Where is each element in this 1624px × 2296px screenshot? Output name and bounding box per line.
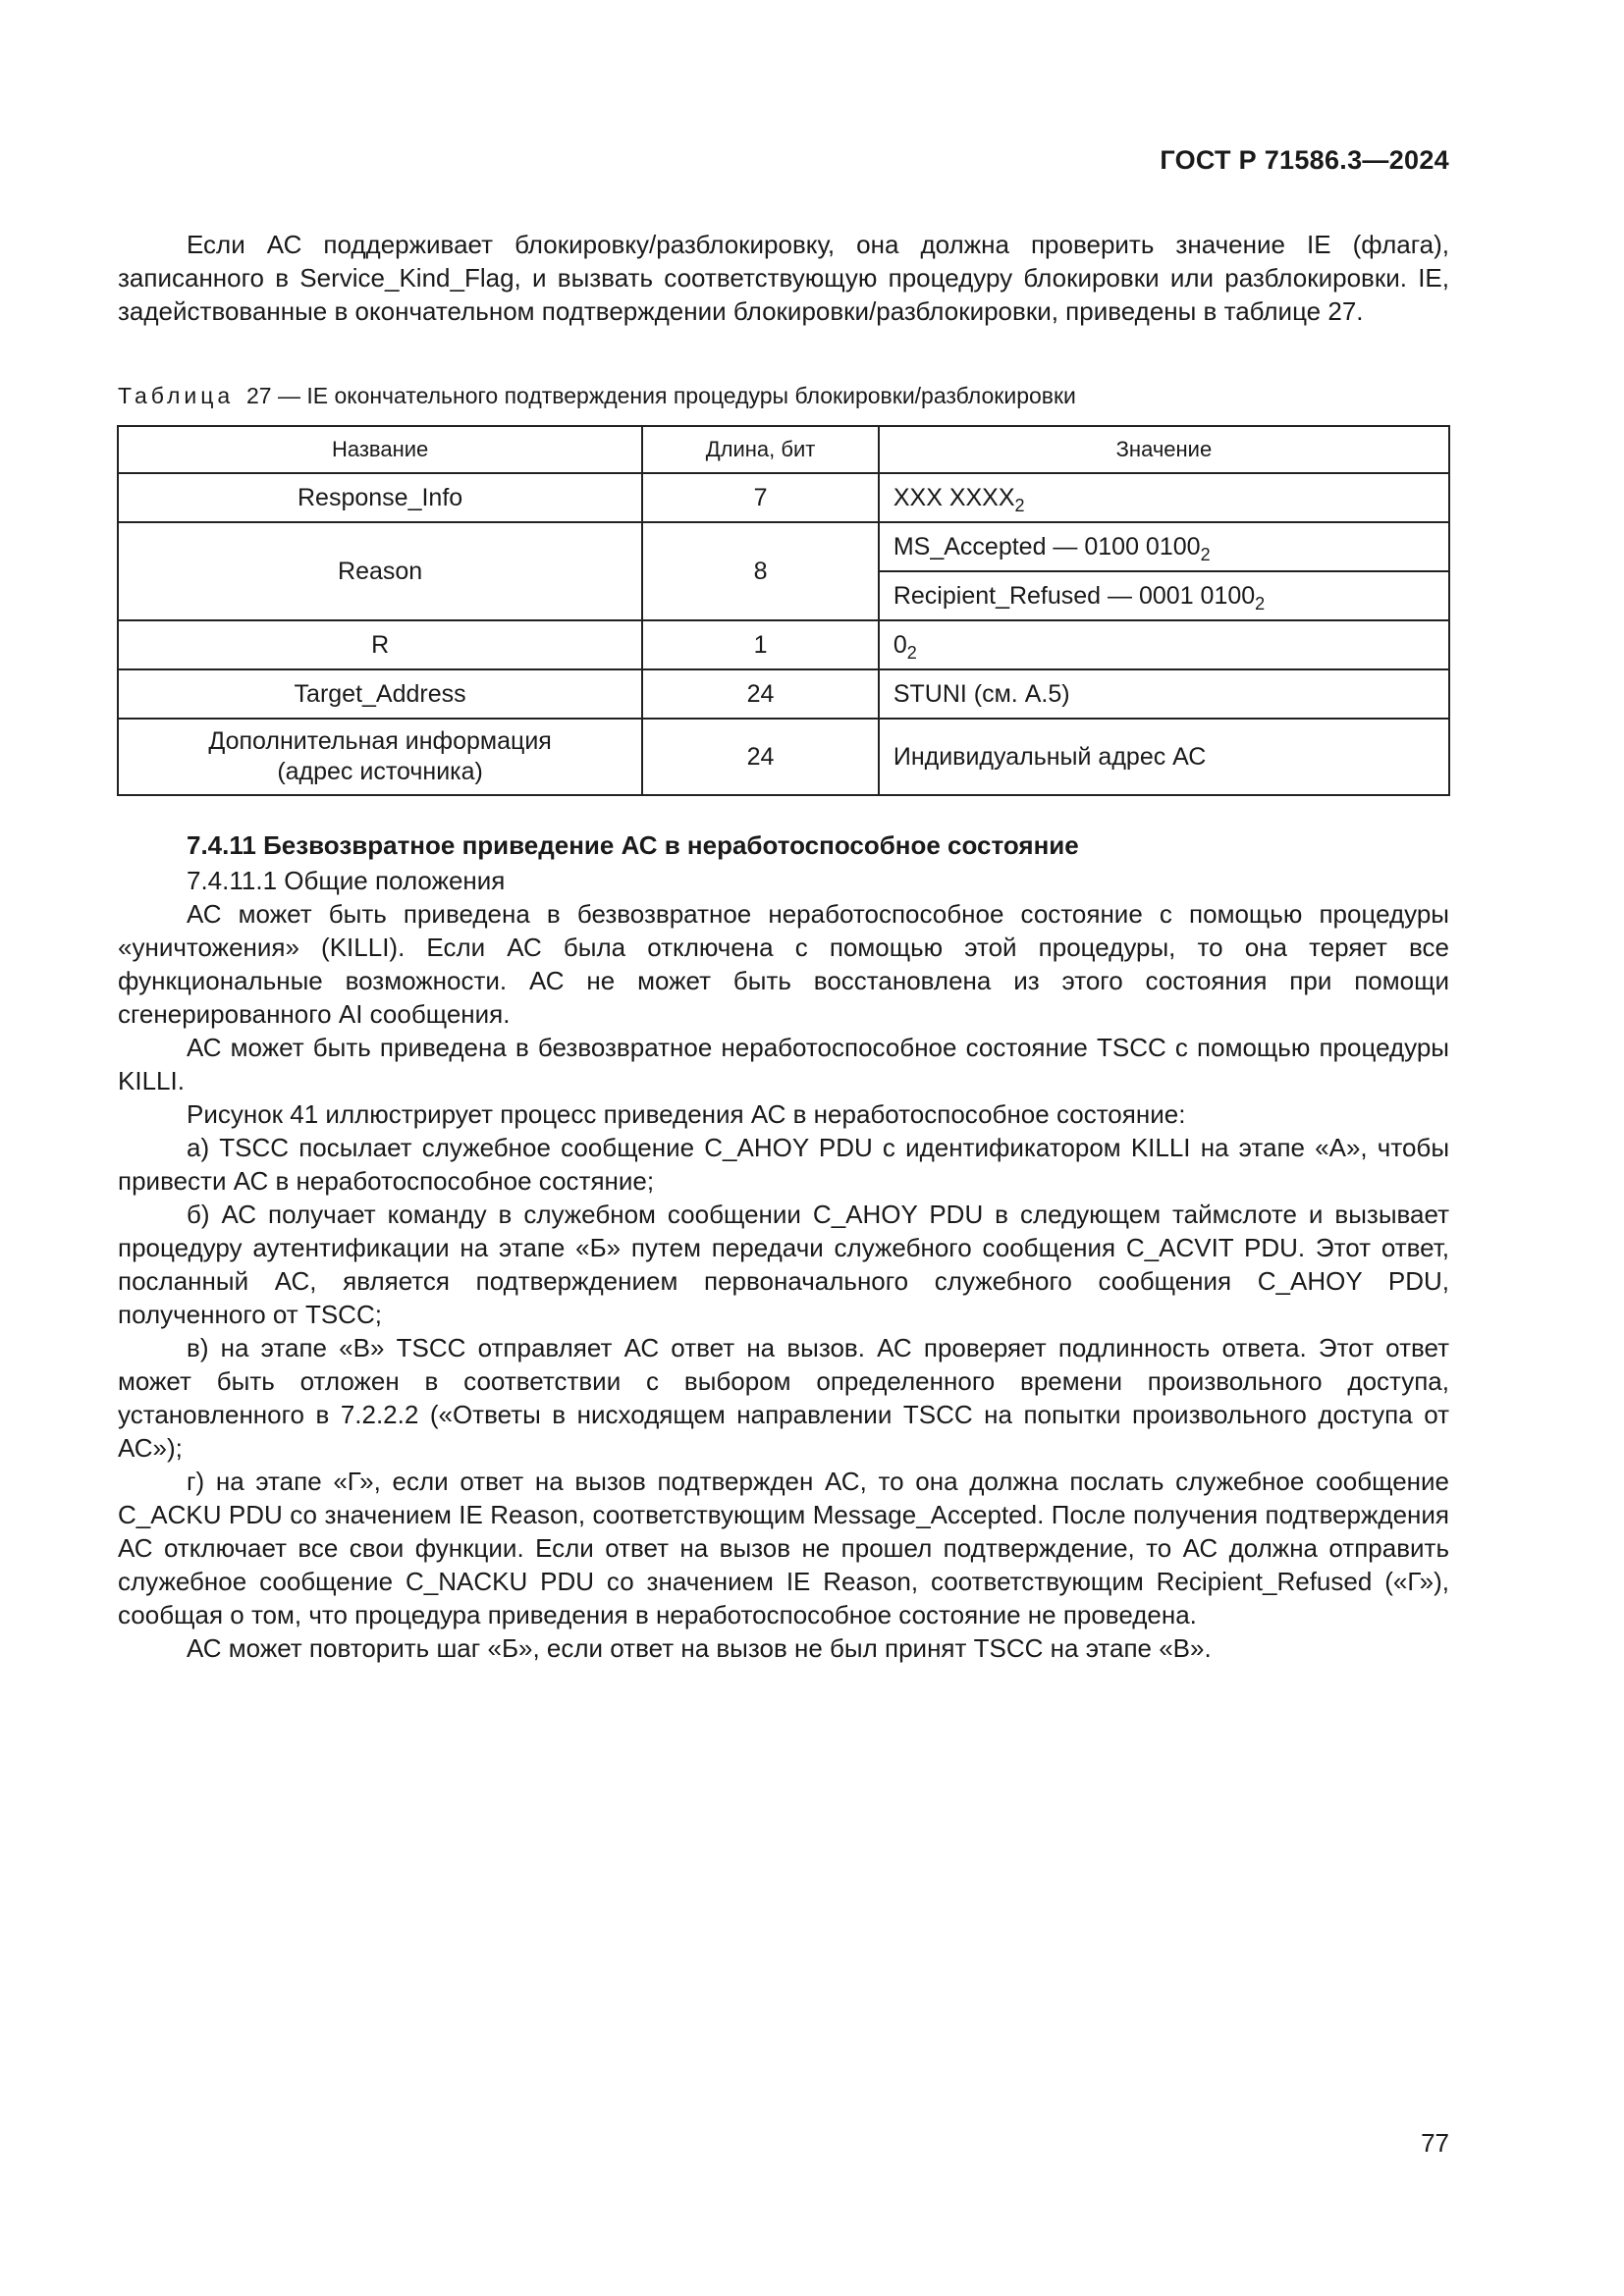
paragraph: Рисунок 41 иллюстрирует процесс приведения АС в неработоспособное состояние: (187, 1099, 1186, 1129)
section-heading: 7.4.11 Безвозвратное приведение АС в неработоспособное состояние (187, 830, 1079, 860)
col-header-name: Название (118, 426, 642, 473)
cell-value: Recipient_Refused — 0001 $0100_2$ (879, 571, 1449, 620)
list-item: а) TSCC посылает служебное сообщение C_AHOY PDU с идентификатором KILLI на этапе «А», чтобы привести АС в неработоспособное состяние; (118, 1133, 1449, 1196)
table-27 (117, 425, 1450, 796)
list-item: б) АС получает команду в служебном сообщении C_AHOY PDU в следующем таймслоте и вызывает процедуру аутентификации на этапе «Б» путем передачи служебного сообщения C_ACVIT PDU. Этот ответ, посланный АС, является подтверждением первоначального служебного сообщения C_AHOY PDU, полученного от TSCC; (118, 1200, 1449, 1329)
table-row (118, 522, 1449, 571)
cell-value: MS_Accepted — 0100 $0100_2$ (879, 522, 1449, 571)
table-row (118, 620, 1449, 669)
section-body (118, 864, 1449, 1665)
list-item: в) на этапе «В» TSCC отправляет АС ответ на вызов. АС проверяет подлинность ответа. Этот ответ может быть отложен в соответствии с выбором определенного времени произвольного доступа, установленного в 7.2.2.2 («Ответы в нисходящем направлении TSCC на попытки произвольного доступа от АС»); (118, 1333, 1449, 1463)
table-row (118, 473, 1449, 522)
cell-length: 1 (642, 620, 879, 669)
cell-name: Target_Address (118, 669, 642, 719)
cell-name: Дополнительная информация (адрес источника) (118, 719, 642, 795)
page-number: 77 (1421, 2128, 1449, 2158)
table-row (118, 719, 1449, 795)
col-header-length: Длина, бит (642, 426, 879, 473)
cell-value: Индивидуальный адрес АС (879, 719, 1449, 795)
cell-length: 24 (642, 669, 879, 719)
table-row (118, 669, 1449, 719)
table-caption (118, 383, 1076, 409)
paragraph: АС может повторить шаг «Б», если ответ на вызов не был принят TSCC на этапе «В». (187, 1633, 1212, 1663)
list-item: г) на этапе «Г», если ответ на вызов подтвержден АС, то она должна послать служебное сообщение C_ACKU PDU со значением IE Reason, соответствующим Message_Accepted. После получения подтверждения АС отключает все свои функции. Если ответ на вызов не прошел подтверждение, то АС должна отправить служебное сообщение C_NACKU PDU со значением IE Reason, соответствующим Recipient_Refused («Г»), сообщая о том, что процедура приведения в неработоспособное состояние не проведена. (118, 1467, 1449, 1629)
cell-value: XXX $XXXX_2$ (879, 473, 1449, 522)
cell-name: R (118, 620, 642, 669)
cell-value: STUNI (см. А.5) (879, 669, 1449, 719)
standard-header: ГОСТ Р 71586.3—2024 (1160, 145, 1449, 175)
cell-length: 24 (642, 719, 879, 795)
cell-length: 7 (642, 473, 879, 522)
paragraph: АС может быть приведена в безвозвратное неработоспособное состояние TSCC с помощью процедуры KILLI. (118, 1033, 1449, 1095)
cell-value: $0_2$ (879, 620, 1449, 669)
table-header-row (118, 426, 1449, 473)
cell-length: 8 (642, 522, 879, 620)
table-caption-text: 27 — IE окончательного подтверждения процедуры блокировки/разблокировки (245, 383, 1076, 408)
cell-name: Reason (118, 522, 642, 620)
cell-name: Response_Info (118, 473, 642, 522)
subheading: 7.4.11.1 Общие положения (187, 866, 506, 895)
intro-paragraph: Если АС поддерживает блокировку/разблокировку, она должна проверить значение IE (флага), записанного в Service_Kind_Flag, и вызвать соответствующую процедуру блокировки или разблокировки. IE, задействованные в окончательном подтверждении блокировки/разблокировки, приведены в таблице 27. (118, 230, 1449, 326)
col-header-value: Значение (879, 426, 1449, 473)
table-caption-word: Таблица (118, 383, 235, 408)
paragraph: АС может быть приведена в безвозвратное неработоспособное состояние с помощью процедуры «уничтожения» (KILLI). Если АС была отключена с помощью этой процедуры, то она теряет все функциональные возможности. АС не может быть восстановлена из этого состояния при помощи сгенерированного AI сообщения. (118, 899, 1449, 1029)
